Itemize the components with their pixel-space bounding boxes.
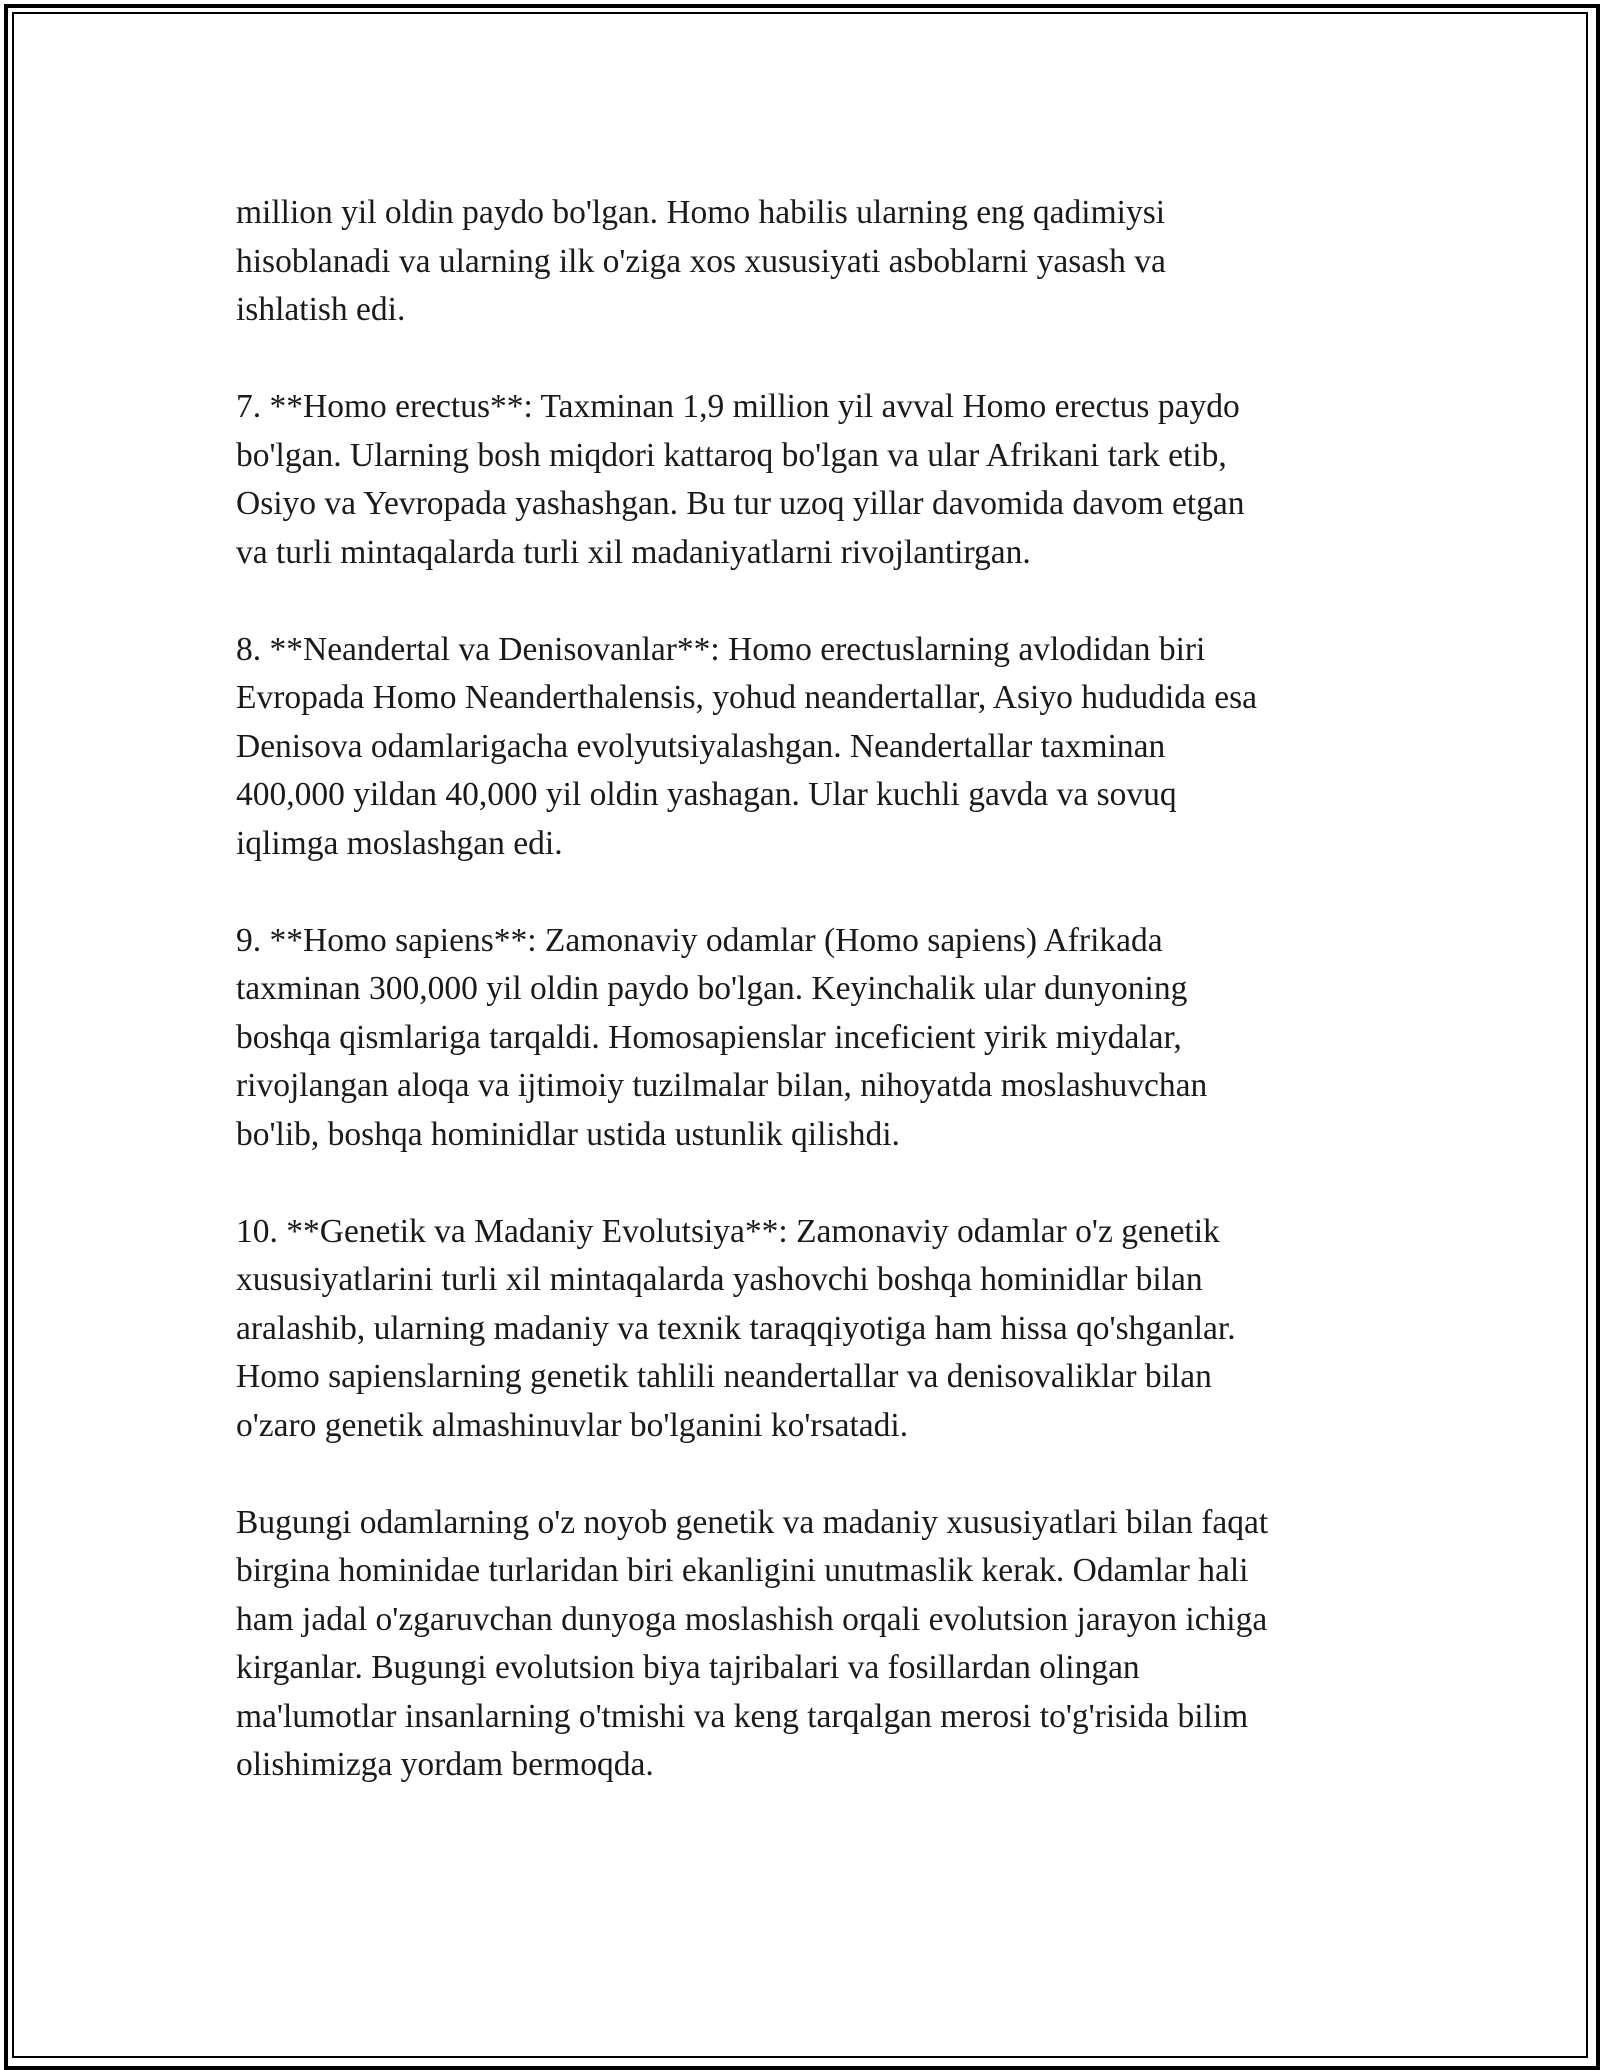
paragraph-homo-erectus: 7. **Homo erectus**: Taxminan 1,9 million yil avval Homo erectus paydo bo'lgan. Ularning bosh miqdori kattaroq bo'lgan va ular Afrikani tark etib, Osiyo va Yevropada yashashgan. Bu tur uzoq yillar davomida davom etgan va turli mintaqalarda turli xil madaniyatlarni rivojlantirgan. xyxy=(236,388,1245,571)
paragraph-genetik-madaniy-evolutsiya: 10. **Genetik va Madaniy Evolutsiya**: Zamonaviy odamlar o'z genetik xususiyatlarini turli xil mintaqalarda yashovchi boshqa hominidlar bilan aralashib, ularning madaniy va texnik taraqqiyotiga ham hissa qo'shganlar. Homo sapienslarning genetik tahlili neandertallar va denisovaliklar bilan o'zaro genetik almashinuvlar bo'lganini ko'rsatadi. xyxy=(236,1212,1236,1444)
paragraph-conclusion: Bugungi odamlarning o'z noyob genetik va madaniy xususiyatlari bilan faqat birgina hominidae turlaridan biri ekanligini unutmaslik kerak. Odamlar hali ham jadal o'zgaruvchan dunyoga moslashish orqali evolutsion jarayon ichiga kirganlar. Bugungi evolutsion biya tajribalari va fosillardan olingan ma'lumotlar insanlarning o'tmishi va keng tarqalgan merosi to'g'risida bilim olishimizga yordam bermoqda. xyxy=(236,1503,1269,1783)
paragraph-neandertal-denisovanlar: 8. **Neandertal va Denisovanlar**: Homo erectuslarning avlodidan biri Evropada Homo Neanderthalensis, yohud neandertallar, Asiyo hududida esa Denisova odamlarigacha evolyutsiyalashgan. Neandertallar taxminan 400,000 yildan 40,000 yil oldin yashagan. Ular kuchli gavda va sovuq iqlimga moslashgan edi. xyxy=(236,630,1258,862)
document-body xyxy=(236,189,1376,1790)
paragraph-homo-habilis-continuation: million yil oldin paydo bo'lgan. Homo habilis ularning eng qadimiysi hisoblanadi va ularning ilk o'ziga xos xususiyati asboblarni yasash va ishlatish edi. xyxy=(236,194,1166,328)
paragraph-homo-sapiens: 9. **Homo sapiens**: Zamonaviy odamlar (Homo sapiens) Afrikada taxminan 300,000 yil oldin paydo bo'lgan. Keyinchalik ular dunyoning boshqa qismlariga tarqaldi. Homosapienslar inceficient yirik miydalar, rivojlangan aloqa va ijtimoiy tuzilmalar bilan, nihoyatda moslashuvchan bo'lib, boshqa hominidlar ustida ustunlik qilishdi. xyxy=(236,921,1208,1153)
